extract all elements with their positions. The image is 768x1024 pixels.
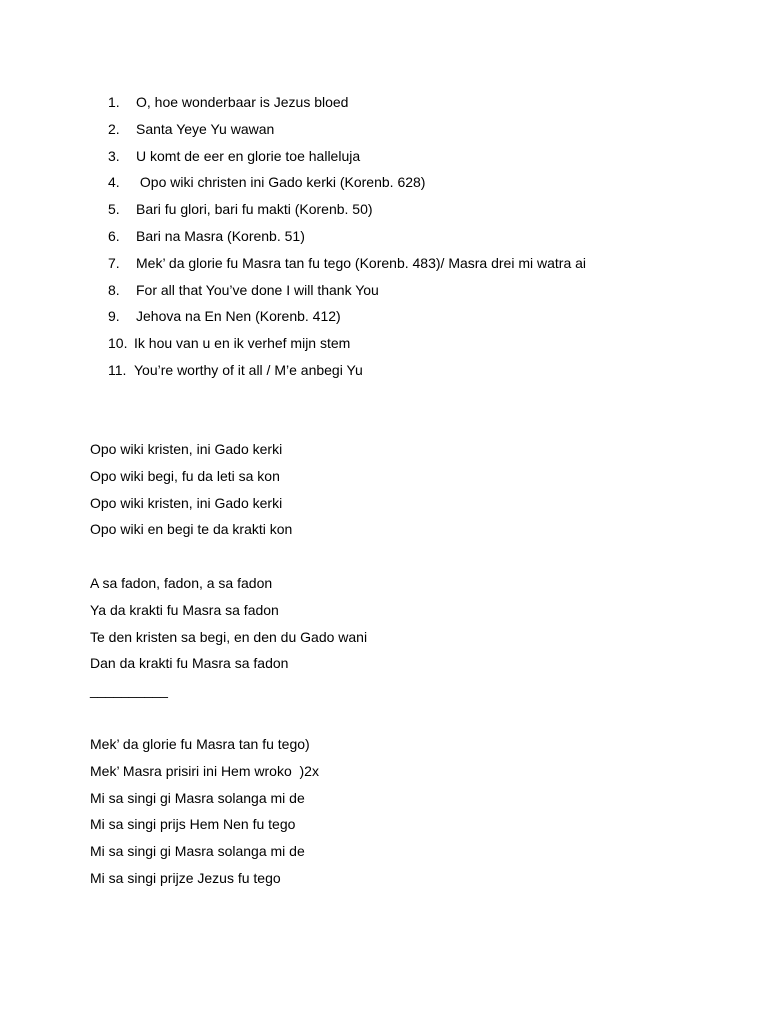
lyrics-stanza-3 [90, 734, 319, 895]
list-number: 11. [108, 361, 127, 378]
lyric-line: Opo wiki kristen, ini Gado kerki [90, 494, 283, 511]
song-list-item [108, 226, 586, 253]
song-title: Bari fu glori, bari fu makti (Korenb. 50) [136, 201, 373, 218]
song-title: U komt de eer en glorie toe halleluja [136, 147, 361, 164]
lyric-line: Mi sa singi prijze Jezus fu tego [90, 869, 281, 886]
list-number: 7. [108, 254, 120, 271]
song-list-item [108, 172, 586, 199]
list-number: 9. [108, 308, 120, 325]
song-title: Mek’ da glorie fu Masra tan fu tego (Korenb. 483)/ Masra drei mi watra ai [136, 254, 587, 271]
list-number: 8. [108, 281, 120, 298]
separator-line: __________ [90, 682, 168, 699]
song-list-item [108, 92, 586, 119]
lyric-line: Ya da krakti fu Masra sa fadon [90, 601, 279, 618]
song-title: O, hoe wonderbaar is Jezus bloed [136, 94, 349, 110]
song-title: Santa Yeye Yu wawan [136, 120, 275, 137]
list-number: 2. [108, 120, 120, 137]
song-list [108, 92, 586, 387]
song-list-item [108, 146, 586, 173]
song-list-item [108, 333, 586, 360]
song-list-item [108, 119, 586, 146]
lyric-line: Opo wiki begi, fu da leti sa kon [90, 467, 280, 484]
song-title: For all that You’ve done I will thank You [136, 281, 379, 298]
lyric-line: Mek’ Masra prisiri ini Hem wroko )2x [90, 762, 319, 779]
lyric-line: A sa fadon, fadon, a sa fadon [90, 575, 273, 591]
lyric-line: Opo wiki en begi te da krakti kon [90, 521, 293, 538]
song-list-item [108, 360, 586, 387]
list-number: 3. [108, 147, 120, 164]
song-title: Opo wiki christen ini Gado kerki (Korenb. 628) [136, 174, 426, 191]
list-number: 6. [108, 227, 120, 244]
lyric-line: Mi sa singi gi Masra solanga mi de [90, 843, 305, 860]
lyrics-stanza-1 [90, 439, 292, 546]
song-list-item [108, 306, 586, 333]
lyric-line: Mi sa singi gi Masra solanga mi de [90, 789, 305, 806]
lyric-line: Mi sa singi prijs Hem Nen fu tego [90, 816, 296, 833]
song-title: Ik hou van u en ik verhef mijn stem [134, 335, 351, 352]
lyric-line: Dan da krakti fu Masra sa fadon [90, 655, 289, 672]
lyric-line: Opo wiki kristen, ini Gado kerki [90, 441, 283, 457]
lyrics-stanza-2 [90, 573, 367, 707]
song-list-item [108, 280, 586, 307]
song-list-item [108, 253, 586, 280]
song-title: You’re worthy of it all / M’e anbegi Yu [134, 361, 363, 378]
song-title: Bari na Masra (Korenb. 51) [136, 227, 305, 244]
list-number: 10. [108, 335, 128, 352]
lyric-line: Te den kristen sa begi, en den du Gado wani [90, 628, 368, 645]
list-number: 1. [108, 94, 120, 110]
list-number: 5. [108, 201, 120, 218]
list-number: 4. [108, 174, 120, 191]
song-list-item [108, 199, 586, 226]
song-title: Jehova na En Nen (Korenb. 412) [136, 308, 341, 325]
lyric-line: Mek’ da glorie fu Masra tan fu tego) [90, 736, 310, 752]
